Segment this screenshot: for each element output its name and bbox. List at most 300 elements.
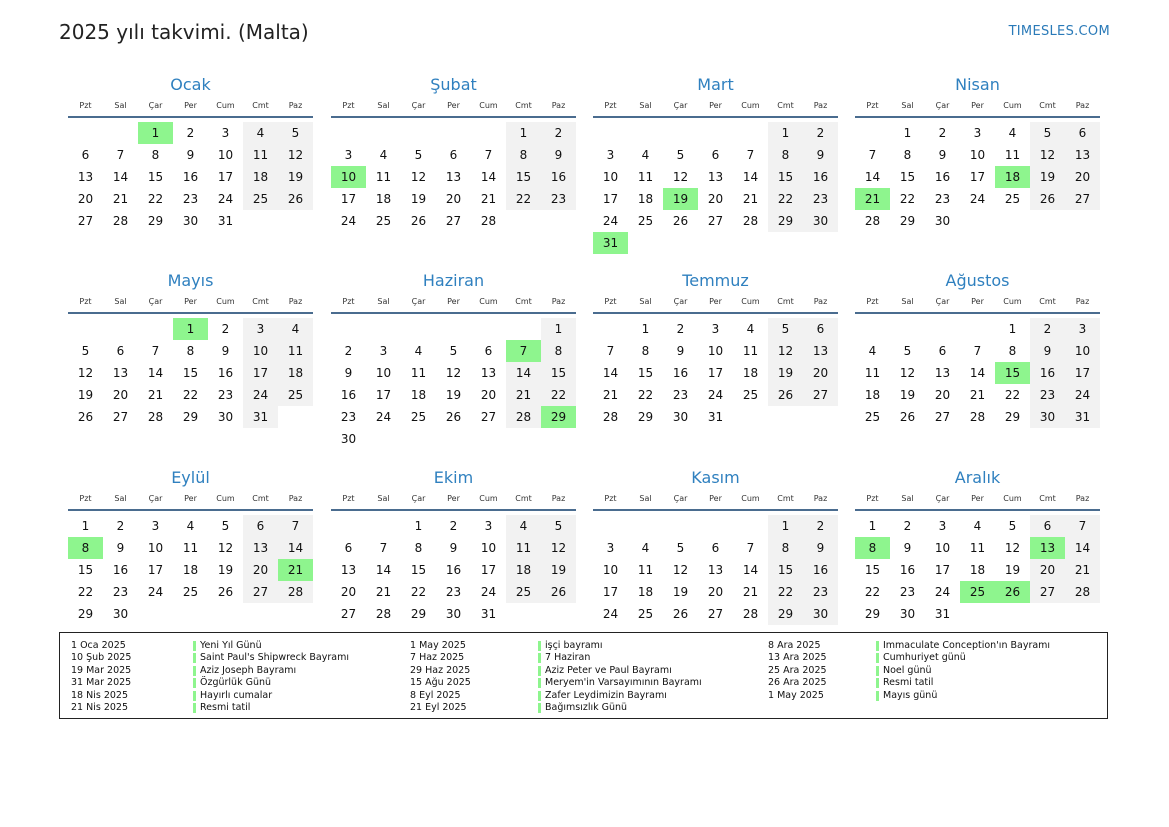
day-cell: 17: [707, 366, 724, 380]
day-grid: [331, 318, 576, 450]
day-cell: 27: [707, 607, 724, 621]
weekday-label: Çar: [148, 297, 163, 306]
empty-cell: [890, 318, 925, 340]
day-cell: 19: [672, 585, 689, 599]
empty-cell: [855, 318, 890, 340]
day-cell: 11: [1004, 148, 1021, 162]
weekend-day-cell: 27: [243, 581, 278, 603]
weekday-label: Çar: [411, 101, 426, 110]
day-cell: 4: [379, 148, 388, 162]
weekend-day-cell: 27: [1065, 188, 1100, 210]
weekday-header: [331, 100, 576, 118]
holiday-marker: [193, 666, 196, 676]
weekday-label: Sal: [901, 297, 914, 306]
day-cell: 23: [217, 388, 234, 402]
day-cell: 1: [868, 519, 877, 533]
empty-cell: [366, 122, 401, 144]
weekend-day-cell: 4: [278, 318, 313, 340]
weekday-label: Çar: [935, 101, 950, 110]
day-cell: 24: [340, 214, 357, 228]
day-cell: 30: [112, 607, 129, 621]
day-cell: 7: [746, 148, 755, 162]
day-cell: 22: [77, 585, 94, 599]
day-cell: 3: [938, 519, 947, 533]
day-cell: 28: [742, 607, 759, 621]
day-cell: 3: [344, 148, 353, 162]
day-cell: 6: [116, 344, 125, 358]
day-cell: 1: [903, 126, 912, 140]
weekend-day-cell: 31: [1065, 406, 1100, 428]
holiday-date: 10 Şub 2025: [71, 652, 132, 664]
day-cell: 21: [602, 388, 619, 402]
weekday-label: Cum: [741, 101, 760, 110]
weekday-header: [331, 493, 576, 511]
day-cell: 24: [602, 214, 619, 228]
day-cell: 31: [707, 410, 724, 424]
day-cell: 18: [742, 366, 759, 380]
day-cell: 7: [484, 148, 493, 162]
weekend-day-cell: 12: [1030, 144, 1065, 166]
day-cell: 3: [711, 322, 720, 336]
weekday-label: Cum: [216, 101, 235, 110]
weekend-day-cell: 21: [1065, 559, 1100, 581]
day-cell: 17: [602, 192, 619, 206]
weekday-label: Per: [709, 297, 722, 306]
weekend-day-cell: 27: [803, 384, 838, 406]
weekend-day-cell: 16: [1030, 362, 1065, 384]
day-cell: 16: [672, 366, 689, 380]
weekday-label: Paz: [551, 101, 566, 110]
weekend-day-cell: 6: [243, 515, 278, 537]
day-cell: 20: [707, 192, 724, 206]
weekday-header: [855, 493, 1100, 511]
day-cell: 6: [81, 148, 90, 162]
weekend-day-cell: 1: [506, 122, 541, 144]
holiday-day-cell: 18: [995, 166, 1030, 188]
weekday-header: [593, 296, 838, 314]
day-cell: 30: [445, 607, 462, 621]
empty-cell: [506, 318, 541, 340]
holiday-date: 8 Eyl 2025: [410, 689, 461, 701]
weekday-label: Pzt: [342, 101, 355, 110]
day-cell: 25: [375, 214, 392, 228]
day-cell: 28: [147, 410, 164, 424]
day-cell: 22: [864, 585, 881, 599]
weekend-day-cell: 4: [506, 515, 541, 537]
day-cell: 26: [445, 410, 462, 424]
weekend-day-cell: 17: [243, 362, 278, 384]
day-cell: 30: [672, 410, 689, 424]
weekend-day-cell: 30: [1030, 406, 1065, 428]
month-6: [331, 271, 576, 450]
day-cell: 17: [217, 170, 234, 184]
day-cell: 15: [637, 366, 654, 380]
weekday-header: [855, 296, 1100, 314]
weekend-day-cell: 26: [768, 384, 803, 406]
weekday-header: [68, 296, 313, 314]
day-cell: 3: [606, 148, 615, 162]
day-cell: 26: [77, 410, 94, 424]
month-7: [593, 271, 838, 428]
day-cell: 9: [344, 366, 353, 380]
day-cell: 22: [899, 192, 916, 206]
day-cell: 15: [182, 366, 199, 380]
weekday-label: Pzt: [604, 297, 617, 306]
holiday-day-cell: 26: [995, 581, 1030, 603]
month-title: Aralık: [954, 468, 1001, 487]
day-cell: 4: [1008, 126, 1017, 140]
month-1: [68, 75, 313, 232]
day-cell: 17: [375, 388, 392, 402]
day-cell: 22: [1004, 388, 1021, 402]
day-cell: 7: [116, 148, 125, 162]
day-cell: 27: [445, 214, 462, 228]
day-cell: 9: [221, 344, 230, 358]
empty-cell: [593, 318, 628, 340]
day-cell: 10: [934, 541, 951, 555]
weekday-label: Paz: [288, 494, 303, 503]
day-cell: 18: [637, 192, 654, 206]
empty-cell: [663, 122, 698, 144]
month-12: [855, 468, 1100, 625]
weekend-day-cell: 7: [1065, 515, 1100, 537]
weekday-label: Sal: [639, 494, 652, 503]
day-cell: 13: [112, 366, 129, 380]
day-cell: 17: [934, 563, 951, 577]
weekend-day-cell: 9: [803, 537, 838, 559]
holiday-date: 31 Mar 2025: [71, 677, 132, 689]
month-title: Ağustos: [945, 271, 1010, 290]
weekend-day-cell: 23: [803, 581, 838, 603]
day-cell: 28: [375, 607, 392, 621]
weekend-day-cell: 30: [803, 210, 838, 232]
weekday-label: Sal: [377, 494, 390, 503]
holiday-marker: [876, 653, 879, 663]
holiday-name: Aziz Joseph Bayramı: [200, 664, 297, 676]
day-cell: 22: [182, 388, 199, 402]
day-cell: 29: [899, 214, 916, 228]
weekend-day-cell: 8: [506, 144, 541, 166]
weekday-label: Cum: [1003, 297, 1022, 306]
day-cell: 24: [375, 410, 392, 424]
day-cell: 22: [637, 388, 654, 402]
holiday-marker: [193, 691, 196, 701]
day-cell: 10: [217, 148, 234, 162]
day-cell: 13: [340, 563, 357, 577]
month-10: [331, 468, 576, 625]
holiday-date: 18 Nis 2025: [71, 689, 128, 701]
weekend-day-cell: 22: [768, 581, 803, 603]
day-cell: 15: [77, 563, 94, 577]
day-cell: 25: [1004, 192, 1021, 206]
empty-cell: [698, 122, 733, 144]
day-cell: 20: [707, 585, 724, 599]
holiday-day-cell: 8: [855, 537, 890, 559]
day-cell: 14: [602, 366, 619, 380]
weekend-day-cell: 23: [541, 188, 576, 210]
day-cell: 14: [375, 563, 392, 577]
empty-cell: [698, 515, 733, 537]
day-cell: 18: [375, 192, 392, 206]
weekday-label: Pzt: [866, 101, 879, 110]
day-cell: 4: [746, 322, 755, 336]
day-cell: 29: [637, 410, 654, 424]
weekday-header: [855, 100, 1100, 118]
day-cell: 31: [480, 607, 497, 621]
weekday-label: Pzt: [604, 494, 617, 503]
weekend-day-cell: 12: [541, 537, 576, 559]
holiday-day-cell: 8: [68, 537, 103, 559]
weekday-label: Paz: [1075, 101, 1090, 110]
empty-cell: [366, 515, 401, 537]
weekend-day-cell: 13: [1065, 144, 1100, 166]
day-cell: 9: [116, 541, 125, 555]
day-cell: 28: [602, 410, 619, 424]
empty-cell: [628, 515, 663, 537]
day-cell: 31: [217, 214, 234, 228]
day-cell: 19: [445, 388, 462, 402]
day-cell: 25: [637, 214, 654, 228]
empty-cell: [331, 515, 366, 537]
day-cell: 26: [899, 410, 916, 424]
month-5: [68, 271, 313, 428]
holiday-day-cell: 13: [1030, 537, 1065, 559]
weekday-label: Sal: [901, 494, 914, 503]
empty-cell: [436, 122, 471, 144]
weekend-day-cell: 8: [541, 340, 576, 362]
day-cell: 2: [676, 322, 685, 336]
holiday-day-cell: 25: [960, 581, 995, 603]
holiday-legend: [59, 632, 1108, 719]
weekday-label: Cmt: [1039, 101, 1056, 110]
brand-link[interactable]: TIMESLES.COM: [1008, 24, 1110, 39]
weekend-day-cell: 15: [768, 166, 803, 188]
day-cell: 20: [77, 192, 94, 206]
holiday-marker: [876, 666, 879, 676]
weekday-label: Per: [447, 494, 460, 503]
empty-cell: [436, 318, 471, 340]
holiday-date: 21 Nis 2025: [71, 702, 128, 713]
day-cell: 21: [742, 585, 759, 599]
day-cell: 29: [182, 410, 199, 424]
day-cell: 4: [414, 344, 423, 358]
day-cell: 16: [899, 563, 916, 577]
weekend-day-cell: 1: [768, 122, 803, 144]
weekday-label: Per: [709, 494, 722, 503]
empty-cell: [401, 122, 436, 144]
day-cell: 1: [641, 322, 650, 336]
holiday-day-cell: 10: [331, 166, 366, 188]
day-cell: 27: [480, 410, 497, 424]
weekday-label: Pzt: [866, 494, 879, 503]
holiday-marker: [876, 641, 879, 651]
month-title: Şubat: [430, 75, 477, 94]
weekend-day-cell: 9: [541, 144, 576, 166]
weekend-day-cell: 2: [541, 122, 576, 144]
day-cell: 1: [1008, 322, 1017, 336]
empty-cell: [663, 515, 698, 537]
weekday-label: Cum: [479, 297, 498, 306]
day-cell: 16: [445, 563, 462, 577]
holiday-marker: [538, 653, 541, 663]
holiday-day-cell: 31: [593, 232, 628, 254]
day-cell: 23: [445, 585, 462, 599]
day-cell: 10: [969, 148, 986, 162]
day-cell: 24: [707, 388, 724, 402]
day-cell: 24: [147, 585, 164, 599]
day-cell: 21: [742, 192, 759, 206]
month-2: [331, 75, 576, 232]
holiday-name: Yeni Yıl Günü: [200, 640, 262, 651]
day-cell: 27: [707, 214, 724, 228]
holiday-name: Zafer Leydimizin Bayramı: [545, 689, 667, 701]
month-4: [855, 75, 1100, 232]
month-8: [855, 271, 1100, 428]
day-cell: 15: [147, 170, 164, 184]
day-cell: 4: [868, 344, 877, 358]
day-cell: 2: [186, 126, 195, 140]
day-cell: 5: [414, 148, 423, 162]
day-cell: 20: [340, 585, 357, 599]
weekday-label: Sal: [377, 101, 390, 110]
day-cell: 11: [864, 366, 881, 380]
holiday-name: Immaculate Conception'ın Bayramı: [883, 640, 1051, 651]
weekday-label: Cmt: [777, 101, 794, 110]
weekday-label: Cmt: [515, 297, 532, 306]
weekday-label: Çar: [148, 494, 163, 503]
day-cell: 2: [449, 519, 458, 533]
weekend-day-cell: 14: [1065, 537, 1100, 559]
weekday-label: Sal: [639, 101, 652, 110]
weekday-label: Paz: [288, 101, 303, 110]
weekday-label: Per: [184, 494, 197, 503]
weekend-day-cell: 9: [803, 144, 838, 166]
weekend-day-cell: 22: [506, 188, 541, 210]
weekday-label: Pzt: [866, 297, 879, 306]
day-cell: 5: [1008, 519, 1017, 533]
weekend-day-cell: 2: [1030, 318, 1065, 340]
holiday-day-cell: 29: [541, 406, 576, 428]
weekday-label: Cum: [741, 494, 760, 503]
weekday-label: Pzt: [79, 101, 92, 110]
day-cell: 29: [147, 214, 164, 228]
weekend-day-cell: 13: [243, 537, 278, 559]
empty-cell: [138, 318, 173, 340]
holiday-marker: [538, 703, 541, 713]
weekend-day-cell: 6: [1065, 122, 1100, 144]
weekday-label: Cmt: [777, 297, 794, 306]
day-cell: 18: [969, 563, 986, 577]
day-cell: 4: [641, 148, 650, 162]
weekday-label: Per: [447, 101, 460, 110]
empty-cell: [855, 122, 890, 144]
weekend-day-cell: 8: [768, 144, 803, 166]
day-cell: 17: [147, 563, 164, 577]
day-cell: 19: [410, 192, 427, 206]
day-cell: 15: [410, 563, 427, 577]
day-cell: 21: [375, 585, 392, 599]
day-cell: 14: [742, 563, 759, 577]
day-cell: 29: [410, 607, 427, 621]
holiday-day-cell: 7: [506, 340, 541, 362]
weekend-day-cell: 7: [278, 515, 313, 537]
weekend-day-cell: 26: [541, 581, 576, 603]
weekend-day-cell: 22: [541, 384, 576, 406]
day-cell: 24: [602, 607, 619, 621]
day-cell: 19: [217, 563, 234, 577]
day-cell: 9: [938, 148, 947, 162]
weekday-label: Cmt: [777, 494, 794, 503]
day-cell: 7: [746, 541, 755, 555]
weekend-day-cell: 25: [278, 384, 313, 406]
day-cell: 10: [147, 541, 164, 555]
weekday-label: Çar: [411, 494, 426, 503]
day-cell: 12: [899, 366, 916, 380]
holiday-date: 1 Oca 2025: [71, 640, 126, 651]
day-cell: 2: [903, 519, 912, 533]
day-cell: 21: [969, 388, 986, 402]
day-cell: 18: [864, 388, 881, 402]
weekend-day-cell: 24: [1065, 384, 1100, 406]
day-cell: 18: [410, 388, 427, 402]
day-cell: 10: [375, 366, 392, 380]
day-cell: 2: [938, 126, 947, 140]
weekend-day-cell: 6: [803, 318, 838, 340]
day-cell: 14: [147, 366, 164, 380]
holiday-name: 7 Haziran: [545, 652, 591, 664]
weekend-day-cell: 14: [278, 537, 313, 559]
day-cell: 20: [112, 388, 129, 402]
weekend-day-cell: 28: [278, 581, 313, 603]
day-cell: 23: [340, 410, 357, 424]
weekday-label: Çar: [411, 297, 426, 306]
day-cell: 26: [217, 585, 234, 599]
day-cell: 30: [182, 214, 199, 228]
holiday-marker: [876, 691, 879, 701]
holiday-name: Resmi tatil: [883, 677, 934, 689]
holiday-name: Özgürlük Günü: [200, 677, 272, 689]
holiday-date: 26 Ara 2025: [768, 677, 827, 689]
weekday-label: Pzt: [79, 494, 92, 503]
day-cell: 8: [1008, 344, 1017, 358]
holiday-marker: [538, 691, 541, 701]
empty-cell: [628, 122, 663, 144]
day-cell: 9: [186, 148, 195, 162]
empty-cell: [331, 318, 366, 340]
weekend-day-cell: 25: [243, 188, 278, 210]
weekend-day-cell: 29: [768, 603, 803, 625]
weekday-header: [331, 296, 576, 314]
day-cell: 13: [707, 563, 724, 577]
weekday-label: Çar: [935, 297, 950, 306]
weekday-label: Çar: [673, 101, 688, 110]
day-cell: 29: [77, 607, 94, 621]
month-title: Temmuz: [682, 271, 749, 290]
holiday-name: Resmi tatil: [200, 702, 251, 713]
weekday-label: Cum: [1003, 494, 1022, 503]
day-cell: 9: [676, 344, 685, 358]
weekday-label: Cmt: [1039, 297, 1056, 306]
day-cell: 13: [77, 170, 94, 184]
weekend-day-cell: 26: [1030, 188, 1065, 210]
empty-cell: [960, 318, 995, 340]
weekday-label: Per: [709, 101, 722, 110]
weekday-label: Paz: [1075, 297, 1090, 306]
day-cell: 2: [344, 344, 353, 358]
day-cell: 30: [899, 607, 916, 621]
day-cell: 26: [672, 607, 689, 621]
day-cell: 14: [864, 170, 881, 184]
